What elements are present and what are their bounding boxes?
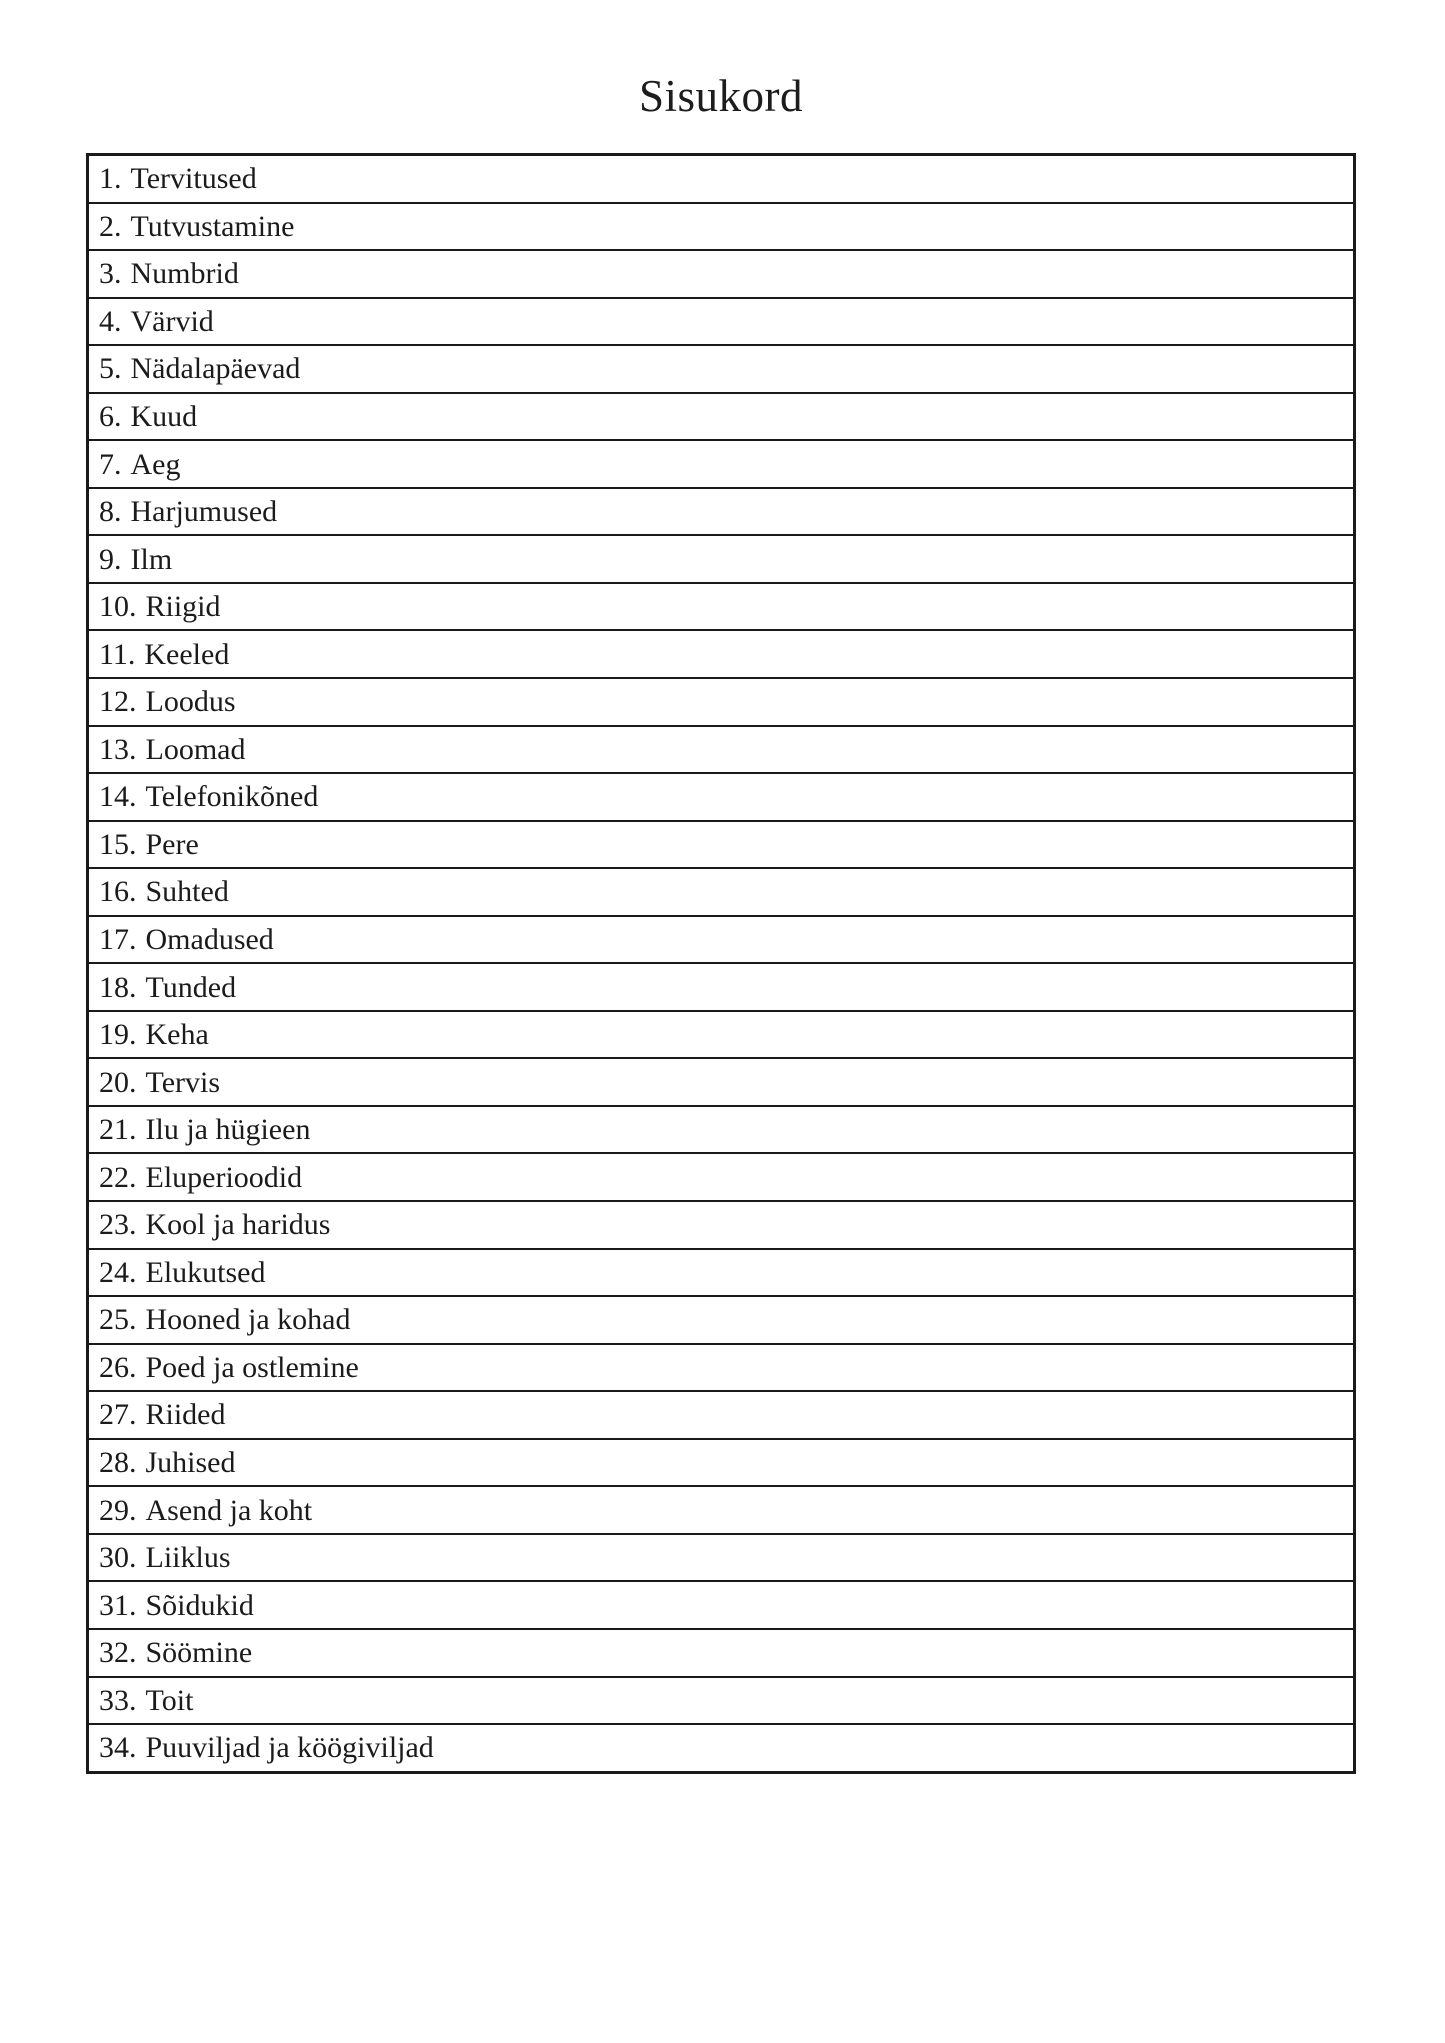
toc-row (89, 917, 1353, 965)
toc-row-label: Keeled (144, 637, 230, 671)
toc-row-label: Tervis (145, 1065, 221, 1099)
toc-row (89, 1345, 1353, 1393)
toc-row (89, 156, 1353, 204)
toc-row-number: 25. (99, 1303, 137, 1337)
toc-row-label: Asend ja koht (145, 1493, 313, 1527)
toc-row-label: Söömine (145, 1636, 253, 1670)
toc-row-number: 4. (99, 304, 122, 338)
toc-row-label: Sõidukid (145, 1588, 254, 1622)
toc-row (89, 964, 1353, 1012)
toc-row-number: 1. (99, 162, 122, 196)
toc-row (89, 1297, 1353, 1345)
toc-row-number: 30. (99, 1541, 137, 1575)
toc-row-number: 16. (99, 875, 137, 909)
toc-row (89, 204, 1353, 252)
toc-row-number: 8. (99, 495, 122, 529)
toc-row-label: Riigid (145, 590, 221, 624)
toc-row (89, 631, 1353, 679)
toc-row-number: 19. (99, 1018, 137, 1052)
toc-row-label: Toit (145, 1683, 194, 1717)
toc-row-number: 31. (99, 1588, 137, 1622)
toc-row-label: Ilm (130, 542, 173, 576)
toc-row-label: Hooned ja kohad (145, 1303, 351, 1337)
toc-row-number: 14. (99, 780, 137, 814)
toc-row-label: Poed ja ostlemine (145, 1350, 359, 1384)
toc-row-label: Keha (145, 1018, 209, 1052)
toc-row-number: 17. (99, 923, 137, 957)
toc-row-number: 10. (99, 590, 137, 624)
toc-row (89, 1630, 1353, 1678)
toc-row (89, 584, 1353, 632)
toc-row (89, 1535, 1353, 1583)
toc-row-number: 26. (99, 1350, 137, 1384)
toc-row-number: 15. (99, 827, 137, 861)
toc-row-label: Tervitused (130, 162, 257, 196)
toc-row-number: 28. (99, 1446, 137, 1480)
toc-row (89, 251, 1353, 299)
toc-row-label: Riided (145, 1398, 226, 1432)
toc-row (89, 441, 1353, 489)
toc-row (89, 727, 1353, 775)
toc-row-number: 3. (99, 257, 122, 291)
toc-row-label: Tunded (145, 970, 237, 1004)
toc-row (89, 869, 1353, 917)
toc-row (89, 1202, 1353, 1250)
toc-row-label: Aeg (130, 447, 181, 481)
toc-row-number: 12. (99, 685, 137, 719)
toc-row-number: 29. (99, 1493, 137, 1527)
toc-row (89, 774, 1353, 822)
toc-row-label: Juhised (145, 1446, 236, 1480)
toc-row (89, 1059, 1353, 1107)
page-title: Sisukord (638, 71, 804, 121)
toc-row-label: Harjumused (130, 495, 278, 529)
toc-row-label: Kool ja haridus (145, 1208, 331, 1242)
toc-row-label: Eluperioodid (145, 1160, 303, 1194)
toc-row-number: 13. (99, 732, 137, 766)
toc-row (89, 1107, 1353, 1155)
toc-row-number: 32. (99, 1636, 137, 1670)
toc-row-number: 27. (99, 1398, 137, 1432)
toc-row (89, 299, 1353, 347)
toc-row-number: 9. (99, 542, 122, 576)
toc-row-label: Elukutsed (145, 1255, 266, 1289)
toc-row (89, 536, 1353, 584)
toc-row-label: Omadused (145, 923, 274, 957)
toc-row-number: 24. (99, 1255, 137, 1289)
toc-row-label: Loomad (145, 732, 246, 766)
toc-row-label: Tutvustamine (130, 209, 295, 243)
toc-row-label: Ilu ja hügieen (145, 1113, 311, 1147)
toc-row-number: 23. (99, 1208, 137, 1242)
toc-row (89, 1678, 1353, 1726)
toc-row-label: Värvid (130, 304, 214, 338)
toc-row-label: Loodus (145, 685, 236, 719)
toc-row (89, 1012, 1353, 1060)
toc-row-number: 18. (99, 970, 137, 1004)
toc-row-label: Kuud (130, 400, 198, 433)
toc-row-number: 22. (99, 1160, 137, 1194)
toc-row-label: Pere (145, 827, 199, 861)
toc-row (89, 1582, 1353, 1630)
toc-row (89, 489, 1353, 537)
toc-row-label: Suhted (145, 875, 229, 909)
toc-row-number: 5. (99, 352, 122, 386)
toc-row-number: 33. (99, 1683, 137, 1717)
toc-row-label: Nädalapäevad (130, 352, 301, 386)
toc-row (89, 1154, 1353, 1202)
toc-row-number: 21. (99, 1113, 137, 1147)
toc-row (89, 1487, 1353, 1535)
toc-row (89, 346, 1353, 394)
toc-row (89, 1250, 1353, 1298)
toc-row-label: Telefonikõned (145, 780, 319, 814)
toc-row (89, 822, 1353, 870)
toc-row-label: Puuviljad ja köögiviljad (145, 1731, 434, 1765)
toc-row (89, 394, 1353, 442)
toc-row (89, 1725, 1353, 1771)
toc-row-number: 34. (99, 1731, 137, 1765)
toc-table (86, 153, 1356, 1774)
toc-row-label: Liiklus (145, 1541, 231, 1575)
toc-row (89, 679, 1353, 727)
toc-row-number: 11. (99, 637, 136, 671)
toc-row-label: Numbrid (130, 257, 239, 291)
toc-row-number: 20. (99, 1065, 137, 1099)
toc-row-number: 2. (99, 209, 122, 243)
toc-row-number: 7. (99, 447, 122, 481)
toc-row-number: 6. (99, 400, 122, 433)
toc-row (89, 1440, 1353, 1488)
toc-row (89, 1392, 1353, 1440)
